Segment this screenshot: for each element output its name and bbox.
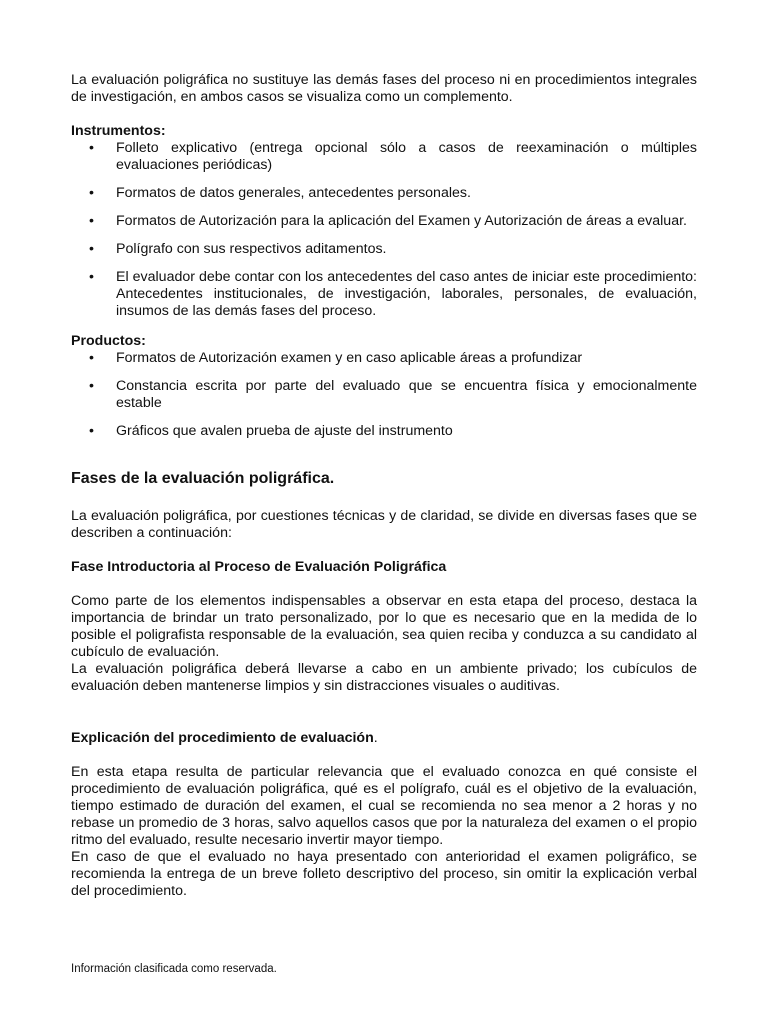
fase-introductoria-paragraph-1: Como parte de los elementos indispensables a observar en esta etapa del proceso, destaca la importancia de brindar un trato personalizado, por lo que es necesario que en la medida de lo posible el poligrafista responsable de la evaluación, sea quien reciba y conduzca a su candidato al cubículo de evaluación. [71,593,697,660]
explicacion-heading-suffix: . [373,730,378,746]
fases-heading: Fases de la evaluación poligráfica. [71,470,335,487]
page-footer: Información clasificada como reservada. [71,963,277,975]
list-item-text: Folleto explicativo (entrega opcional sólo a casos de reexaminación o múltiples evaluaciones periódicas) [116,140,697,173]
fase-introductoria-heading: Fase Introductoria al Proceso de Evaluación Poligráfica [71,559,447,575]
list-item-text: El evaluador debe contar con los antecedentes del caso antes de iniciar este procedimiento: Antecedentes institucionales, de investigación, laborales, personales, de evaluación, insumos de las demás fases del proceso. [116,269,697,319]
intro-paragraph: La evaluación poligráfica no sustituye las demás fases del proceso ni en procedimientos integrales de investigación, en ambos casos se visualiza como un complemento. [71,72,697,105]
bullet-icon: • [89,140,94,156]
list-item [71,140,697,174]
list-item [71,378,697,412]
productos-list [71,350,697,440]
list-item-text: Gráficos que avalen prueba de ajuste del instrumento [116,423,453,439]
list-item [71,423,697,440]
bullet-icon: • [89,350,94,366]
fases-paragraph: La evaluación poligráfica, por cuestiones técnicas y de claridad, se divide en diversas fases que se describen a continuación: [71,508,697,541]
bullet-icon: • [89,213,94,229]
explicacion-paragraph-2: En caso de que el evaluado no haya presentado con anterioridad el examen poligráfico, se recomienda la entrega de un breve folleto descriptivo del proceso, sin omitir la explicación verbal del procedimiento. [71,849,697,899]
list-item [71,241,697,258]
list-item [71,213,697,230]
list-item-text: Polígrafo con sus respectivos aditamentos. [116,241,387,257]
explicacion-paragraph-1: En esta etapa resulta de particular relevancia que el evaluado conozca en qué consiste el procedimiento de evaluación poligráfica, qué es el polígrafo, cuál es el objetivo de la evaluación, tiempo estimado de duración del examen, el cual se recomienda no sea menor a 2 horas y no rebase un promedio de 3 horas, salvo aquellos casos que por la naturaleza del examen o el propio ritmo del evaluado, resulte necesario invertir mayor tiempo. [71,764,697,848]
list-item [71,350,697,367]
bullet-icon: • [89,378,94,394]
bullet-icon: • [89,269,94,285]
list-item-text: Constancia escrita por parte del evaluado que se encuentra física y emocionalmente estable [116,378,697,411]
fase-introductoria-paragraph-2: La evaluación poligráfica deberá llevarse a cabo en un ambiente privado; los cubículos de evaluación deben mantenerse limpios y sin distracciones visuales o auditivas. [71,661,697,694]
bullet-icon: • [89,185,94,201]
bullet-icon: • [89,423,94,439]
list-item-text: Formatos de Autorización para la aplicación del Examen y Autorización de áreas a evaluar. [116,213,687,229]
explicacion-heading-text: Explicación del procedimiento de evaluación [71,730,374,746]
list-item-text: Formatos de Autorización examen y en caso aplicable áreas a profundizar [116,350,583,366]
explicacion-heading [71,730,697,747]
productos-label: Productos: [71,333,146,349]
list-item-text: Formatos de datos generales, antecedentes personales. [116,185,471,201]
list-item [71,269,697,320]
list-item [71,185,697,202]
bullet-icon: • [89,241,94,257]
instrumentos-list [71,140,697,320]
instrumentos-label: Instrumentos: [71,123,166,139]
